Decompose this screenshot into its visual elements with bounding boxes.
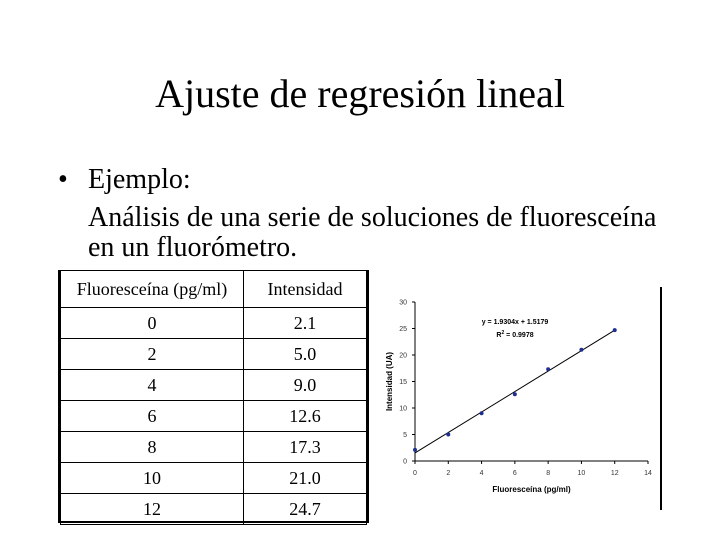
bullet-symbol: • <box>58 164 68 195</box>
y-tick-label: 5 <box>403 432 407 439</box>
table-cell: 9.0 <box>244 370 367 401</box>
scatter-chart <box>372 282 662 504</box>
table-cell: 10 <box>61 463 244 494</box>
sub-text-line-1: Análisis de una serie de soluciones de fluoresceína <box>88 202 657 233</box>
table-cell: 21.0 <box>244 463 367 494</box>
slide-title: Ajuste de regresión lineal <box>155 71 565 116</box>
y-tick-label: 25 <box>399 326 407 333</box>
y-tick-label: 15 <box>399 379 407 386</box>
x-axis-label: Fluoresceína (pg/ml) <box>492 485 571 494</box>
x-tick-label: 0 <box>413 470 417 477</box>
table-cell: 0 <box>61 308 244 339</box>
y-tick-label: 20 <box>399 352 407 360</box>
table-cell: 24.7 <box>244 494 367 525</box>
x-tick-label: 14 <box>644 470 652 477</box>
table-header-row <box>61 271 367 308</box>
data-point <box>613 328 617 332</box>
table-cell: 12.6 <box>244 401 367 432</box>
data-table <box>60 270 367 525</box>
x-tick-label: 12 <box>610 470 619 477</box>
equation-label: y = 1.9304x + 1.5179 <box>481 319 549 326</box>
table-cell: 6 <box>61 401 244 432</box>
data-point <box>480 411 484 415</box>
table-cell: 8 <box>61 432 244 463</box>
x-tick-label: 2 <box>446 470 451 477</box>
chart-border <box>660 287 662 510</box>
table-cell: 17.3 <box>244 432 367 463</box>
table-row <box>61 370 367 401</box>
table-cell: 5.0 <box>244 339 367 370</box>
data-point <box>413 448 417 452</box>
y-axis-label: Intensidad (UA) <box>385 351 394 412</box>
table-cell: 2 <box>61 339 244 370</box>
table-cell: 2.1 <box>244 308 367 339</box>
trendline <box>415 330 615 453</box>
table-cell: 4 <box>61 370 244 401</box>
data-point <box>513 392 517 396</box>
y-tick-label: 10 <box>399 405 407 413</box>
r-squared-value: = 0.9978 <box>504 332 534 339</box>
x-tick-label: 4 <box>479 470 484 477</box>
x-tick-label: 8 <box>546 470 551 477</box>
x-ticks <box>413 461 652 477</box>
data-point <box>579 348 583 352</box>
y-ticks <box>399 300 415 466</box>
table-row <box>61 339 367 370</box>
table-row <box>61 401 367 432</box>
r-squared-label <box>496 330 533 339</box>
x-tick-label: 6 <box>512 470 517 477</box>
y-tick-label: 0 <box>403 458 407 466</box>
data-point <box>546 367 550 371</box>
x-tick-label: 10 <box>577 470 586 477</box>
table-row <box>61 494 367 525</box>
r-squared-superscript: 2 <box>501 330 505 336</box>
data-point <box>446 433 450 437</box>
sub-text-line-2: en un fluorómetro. <box>88 232 298 263</box>
table-row <box>61 308 367 339</box>
data-points <box>413 328 617 452</box>
table-row <box>61 463 367 494</box>
y-tick-label: 30 <box>399 299 407 307</box>
table-header-intensity: Intensidad <box>244 271 367 308</box>
bullet-text: Ejemplo: <box>88 164 191 195</box>
table-row <box>61 432 367 463</box>
table-cell: 12 <box>61 494 244 525</box>
r-squared-symbol: R <box>496 332 502 339</box>
table-header-concentration: Fluoresceína (pg/ml) <box>61 271 244 308</box>
